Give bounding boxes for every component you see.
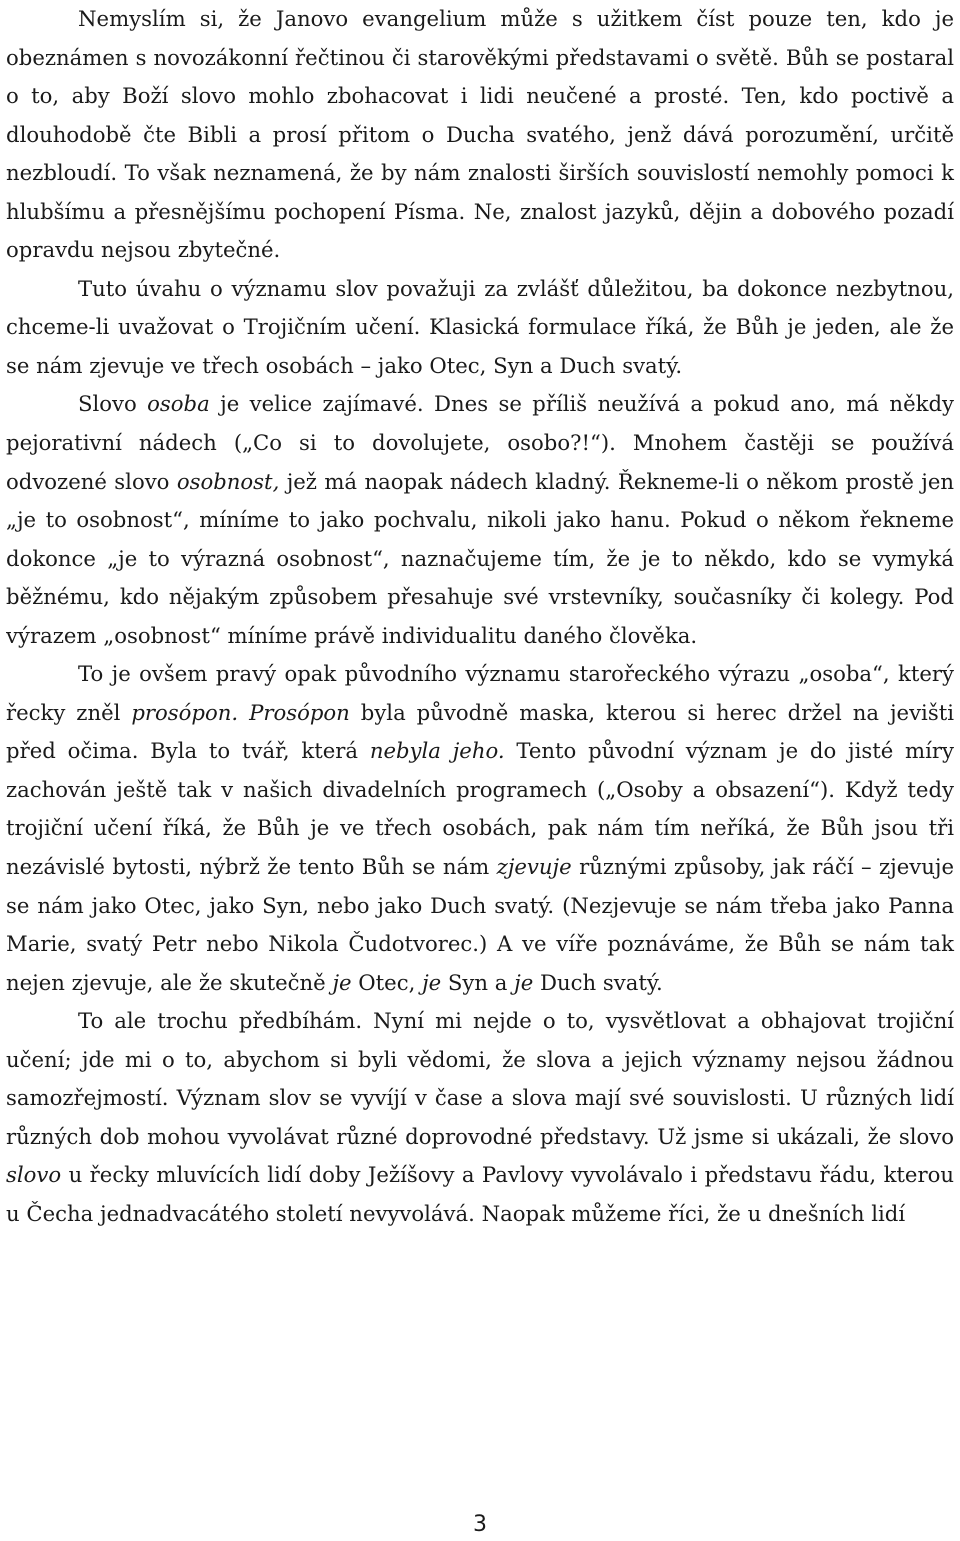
text-run (238, 700, 249, 725)
italic-text: nebyla jeho. (369, 738, 505, 764)
italic-text: Prosópon (249, 699, 350, 725)
text-run: různými způsoby, jak ráčí – zjevuje se nám jako Otec, jako Syn, nebo jako Duch svatý. (Nezjevuje se nám třeba jako Panna Marie, svatý Petr nebo Nikola Čudotvorec.) A ve víře poznáváme, že Bůh se nám tak nejen zjevuje, ale že skutečně (6, 854, 954, 995)
text-run: To je ovšem pravý opak původního významu starořeckého výrazu „osoba“, který řecky zněl (6, 661, 954, 725)
text-run: Nemyslím si, že Janovo evangelium může s užitkem číst pouze ten, kdo je obeznámen s novozákonní řečtinou či starověkými představami o světě. Bůh se postaral o to, aby Boží slovo mohlo zbohacovat i lidi neučené a prosté. Ten, kdo poctivě a dlouhodobě čte Bibli a prosí přitom o Ducha svatého, jenž dává porozumění, určitě nezbloudí. To však neznamená, že by nám znalosti širších souvislostí nemohly pomoci k hlubšímu a přesnějšímu pochopení Písma. Ne, znalost jazyků, dějin a dobového pozadí opravdu nejsou zbytečné. (6, 6, 954, 263)
text-run: Slovo (78, 391, 148, 417)
paragraph-5 (6, 1002, 954, 1233)
paragraph-4 (6, 655, 954, 1002)
text-run: jež má naopak nádech kladný. Řekneme-li o někom prostě jen „je to osobnost“, míníme to jako pochvalu, nikoli jako hanu. Pokud o někom řekneme dokonce „je to výrazná osobnost“, naznačujeme tím, že je to někdo, kdo se vymyká běžnému, kdo nějakým způsobem přesahuje své vrstevníky, současníky či kolegy. Pod výrazem „osobnost“ míníme právě individualitu daného člověka. (6, 468, 954, 648)
body-text (6, 0, 954, 1234)
text-run: je velice zajímavé. Dnes se příliš neužívá a pokud ano, má někdy pejorativní nádech („Co si to dovolujete, osobo?!“). Mnohem častěji se používá odvozené slovo (6, 391, 954, 494)
page-number: 3 (473, 1512, 487, 1537)
italic-text: prosópon. (131, 699, 239, 725)
text-run: Duch svatý. (533, 969, 663, 995)
paragraph-2 (6, 270, 954, 386)
italic-text: slovo (6, 1162, 62, 1188)
italic-text: osobnost, (176, 468, 280, 494)
text-run: To ale trochu předbíhám. Nyní mi nejde o to, vysvětlovat a obhajovat trojiční učení; jde mi o to, abychom si byli vědomi, že slova a jejich významy nejsou žádnou samozřejmostí. Význam slov se vyvíjí v čase a slova mají své souvislosti. U různých lidí různých dob mohou vyvolávat různé doprovodné představy. Už jsme si ukázali, že slovo (6, 1008, 954, 1149)
text-run: u řecky mluvících lidí doby Ježíšovy a Pavlovy vyvolávalo i představu řádu, kterou u Čecha jednadvacátého století nevyvolává. Naopak můžeme říci, že u dnešních lidí (6, 1162, 954, 1226)
italic-text: je (514, 969, 534, 995)
italic-text: osoba (147, 391, 210, 417)
paragraph-3 (6, 385, 954, 655)
italic-text: je (422, 969, 442, 995)
text-run: Tento původní význam je do jisté míry zachován ještě tak v našich divadelních programech („Osoby a obsazení“). Když tedy trojiční učení říká, že Bůh je ve třech osobách, pak nám tím neříká, že Bůh jsou tři nezávislé bytosti, nýbrž že tento Bůh se nám (6, 738, 955, 880)
document-page (6, 0, 956, 1541)
italic-text: zjevuje (496, 854, 572, 880)
italic-text: je (332, 969, 352, 995)
text-run: Tuto úvahu o významu slov považuji za zvlášť důležitou, ba dokonce nezbytnou, chceme-li uvažovat o Trojičním učení. Klasická formulace říká, že Bůh je jeden, ale že se nám zjevuje ve třech osobách – jako Otec, Syn a Duch svatý. (6, 275, 954, 378)
text-run: Otec, (351, 969, 423, 995)
paragraph-1 (6, 0, 954, 270)
text-run: byla původně maska, kterou si herec držel na jevišti před očima. Byla to tvář, která (6, 699, 954, 764)
text-run: Syn a (441, 969, 515, 995)
